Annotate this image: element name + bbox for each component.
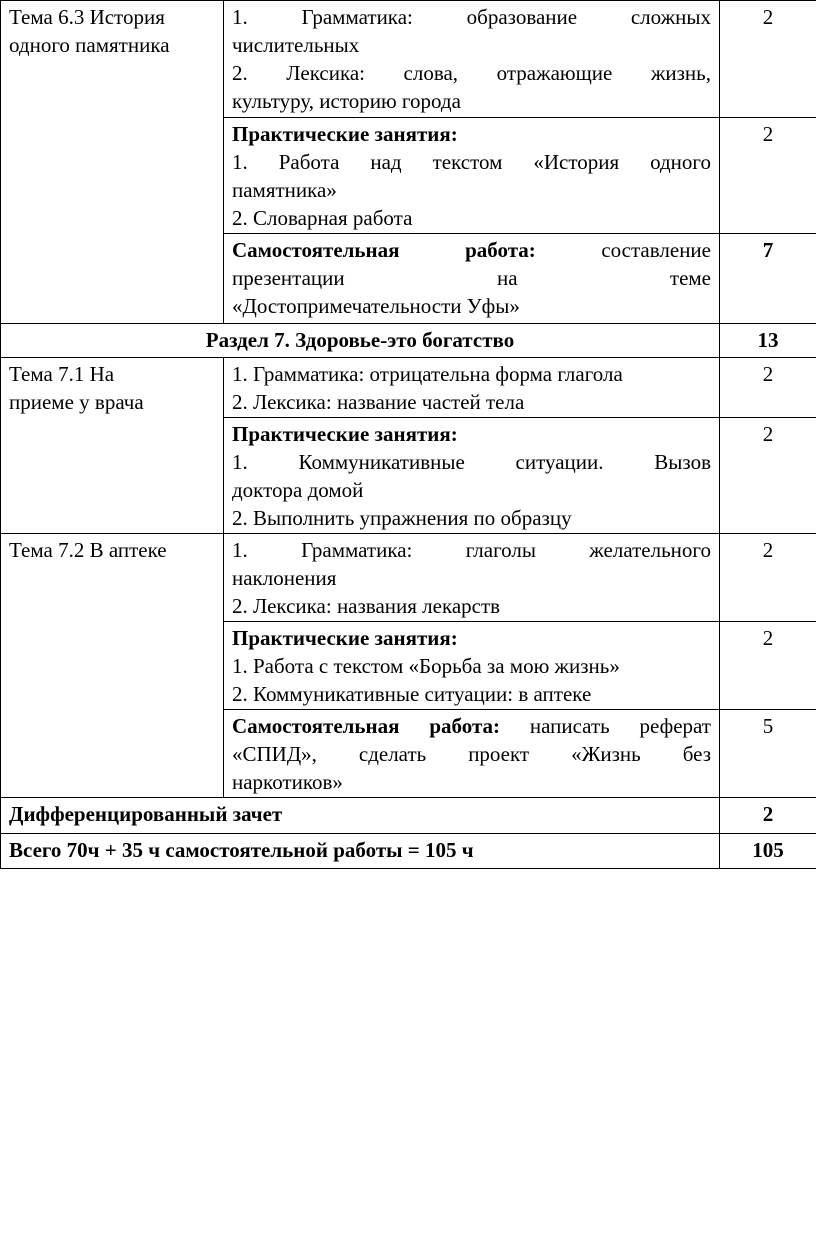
content-line: 2. Лексика: названия лекарств [232, 594, 501, 618]
table-row [1, 834, 816, 869]
content-line: презентации на теме [232, 266, 711, 290]
total-hours-cell: 105 [720, 834, 816, 869]
content-line: 1. Коммуникативные ситуации. Вызов [232, 450, 711, 474]
content-line: 2. Выполнить упражнения по образцу [232, 506, 572, 530]
practice-heading: Практические занятия: [232, 422, 458, 446]
independent-heading-tail: составление [535, 238, 711, 262]
independent-heading: Самостоятельная работа: [232, 238, 536, 262]
content-cell [224, 418, 720, 534]
hours-cell: 13 [720, 324, 816, 358]
content-cell [224, 118, 720, 234]
content-line: числительных [232, 33, 360, 57]
content-cell [224, 710, 720, 798]
hours-cell: 2 [720, 534, 816, 622]
content-line: 1. Работа над текстом «История одного [232, 150, 711, 174]
table-row [1, 1, 816, 118]
content-line: наклонения [232, 566, 337, 590]
hours-cell: 2 [720, 418, 816, 534]
hours-cell: 2 [720, 622, 816, 710]
section-title: Раздел 7. Здоровье-это богатство [1, 324, 720, 358]
content-line: 1. Грамматика: образование сложных [232, 5, 711, 29]
topic-text: Тема 7.2 В аптеке [9, 538, 167, 562]
content-line: памятника» [232, 178, 337, 202]
content-cell [224, 234, 720, 324]
content-cell [224, 534, 720, 622]
content-line: 1. Грамматика: отрицательна форма глагола [232, 362, 623, 386]
content-cell [224, 622, 720, 710]
hours-cell: 2 [720, 358, 816, 418]
content-line: культуру, историю города [232, 89, 461, 113]
hours-cell: 2 [720, 118, 816, 234]
content-line: 1. Работа с текстом «Борьба за мою жизнь» [232, 654, 620, 678]
table-row [1, 358, 816, 418]
content-line: 2. Коммуникативные ситуации: в аптеке [232, 682, 592, 706]
content-cell [224, 358, 720, 418]
independent-heading-tail: написать реферат [500, 714, 711, 738]
hours-cell: 7 [720, 234, 816, 324]
topic-cell-6-3 [1, 1, 224, 324]
topic-cell-7-2 [1, 534, 224, 798]
content-line: 2. Лексика: название частей тела [232, 390, 525, 414]
content-line: доктора домой [232, 478, 364, 502]
content-line: «Достопримечательности Уфы» [232, 294, 520, 318]
hours-cell: 2 [720, 1, 816, 118]
practice-heading: Практические занятия: [232, 122, 458, 146]
content-line: «СПИД», сделать проект «Жизнь без [232, 742, 711, 766]
independent-heading: Самостоятельная работа: [232, 714, 501, 738]
table-row [1, 324, 816, 358]
topic-text: Тема 6.3 История [9, 5, 165, 29]
topic-cell-7-1 [1, 358, 224, 534]
topic-text: приеме у врача [9, 390, 144, 414]
content-line: наркотиков» [232, 770, 343, 794]
topic-text: одного памятника [9, 33, 170, 57]
total-label: Всего 70ч + 35 ч самостоятельной работы = 105 ч [1, 834, 720, 869]
table-row [1, 798, 816, 834]
exam-label: Дифференцированный зачет [1, 798, 720, 834]
table-row [1, 534, 816, 622]
topic-text: Тема 7.1 На [9, 362, 115, 386]
content-line: 2. Лексика: слова, отражающие жизнь, [232, 61, 711, 85]
practice-heading: Практические занятия: [232, 626, 458, 650]
independent-work-line [232, 236, 711, 264]
hours-cell: 5 [720, 710, 816, 798]
hours-cell: 2 [720, 798, 816, 834]
independent-work-line [232, 712, 711, 740]
content-cell [224, 1, 720, 118]
content-line: 1. Грамматика: глаголы желательного [232, 538, 711, 562]
content-line: 2. Словарная работа [232, 206, 413, 230]
